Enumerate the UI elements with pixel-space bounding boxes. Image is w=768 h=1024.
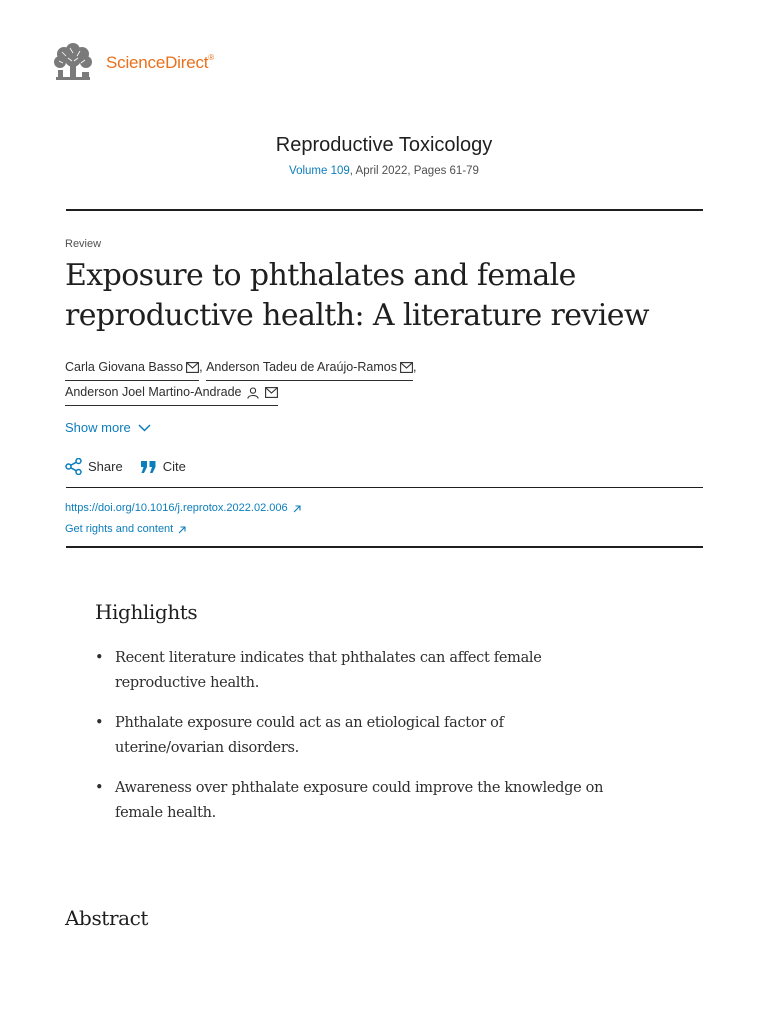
divider [66,487,703,488]
share-icon [65,458,82,475]
divider [66,209,703,211]
cite-button[interactable] [140,459,186,474]
article-links [65,498,301,540]
highlights-heading: Highlights [95,600,198,624]
article-actions [65,458,203,475]
author-list [65,356,705,406]
author-link[interactable]: Carla Giovana Basso [65,356,199,381]
highlight-text: Phthalate exposure could act as an etiological factor of uterine/ovarian disorders. [115,715,504,756]
issue-info [0,165,768,177]
quote-icon [140,460,157,474]
sciencedirect-logo[interactable] [50,42,214,84]
highlights-list [95,646,615,841]
journal-title[interactable]: Reproductive Toxicology [275,134,493,156]
author-separator: , [412,360,417,374]
mail-icon[interactable] [400,362,413,373]
volume-link[interactable]: Volume 109 [289,165,350,177]
issue-details: , April 2022, Pages 61-79 [349,165,479,177]
author-link[interactable]: Anderson Joel Martino-Andrade [65,381,278,406]
article-type: Review [65,238,102,250]
mail-icon[interactable] [186,362,199,373]
chevron-down-icon [138,424,151,432]
abstract-heading: Abstract [65,906,149,930]
share-label: Share [88,459,123,474]
list-item [95,776,615,826]
external-link-icon [178,526,186,534]
show-more-label: Show more [65,420,131,435]
elsevier-tree-logo-icon [50,42,96,84]
share-button[interactable] [65,458,123,475]
list-item [95,711,615,761]
rights-link[interactable]: Get rights and content [65,519,301,540]
bullet: • [95,650,104,666]
bullet: • [95,780,104,796]
external-link-icon [293,505,301,513]
author-separator: , [199,360,207,374]
article-title: Exposure to phthalates and female reproductive health: A literature review [65,258,649,333]
doi-link[interactable]: https://doi.org/10.1016/j.reprotox.2022.02.006 [65,498,301,519]
divider [66,546,703,548]
cite-label: Cite [162,459,186,474]
list-item [95,646,615,696]
mail-icon[interactable] [265,387,278,398]
person-icon [247,387,259,399]
highlight-text: Awareness over phthalate exposure could improve the knowledge on female health. [115,780,604,821]
brand-name: ScienceDirect® [106,53,214,72]
bullet: • [95,715,104,731]
show-more-button[interactable] [65,420,151,435]
author-link[interactable]: Anderson Tadeu de Araújo-Ramos [206,356,413,381]
highlight-text: Recent literature indicates that phthalates can affect female reproductive health. [115,650,542,691]
